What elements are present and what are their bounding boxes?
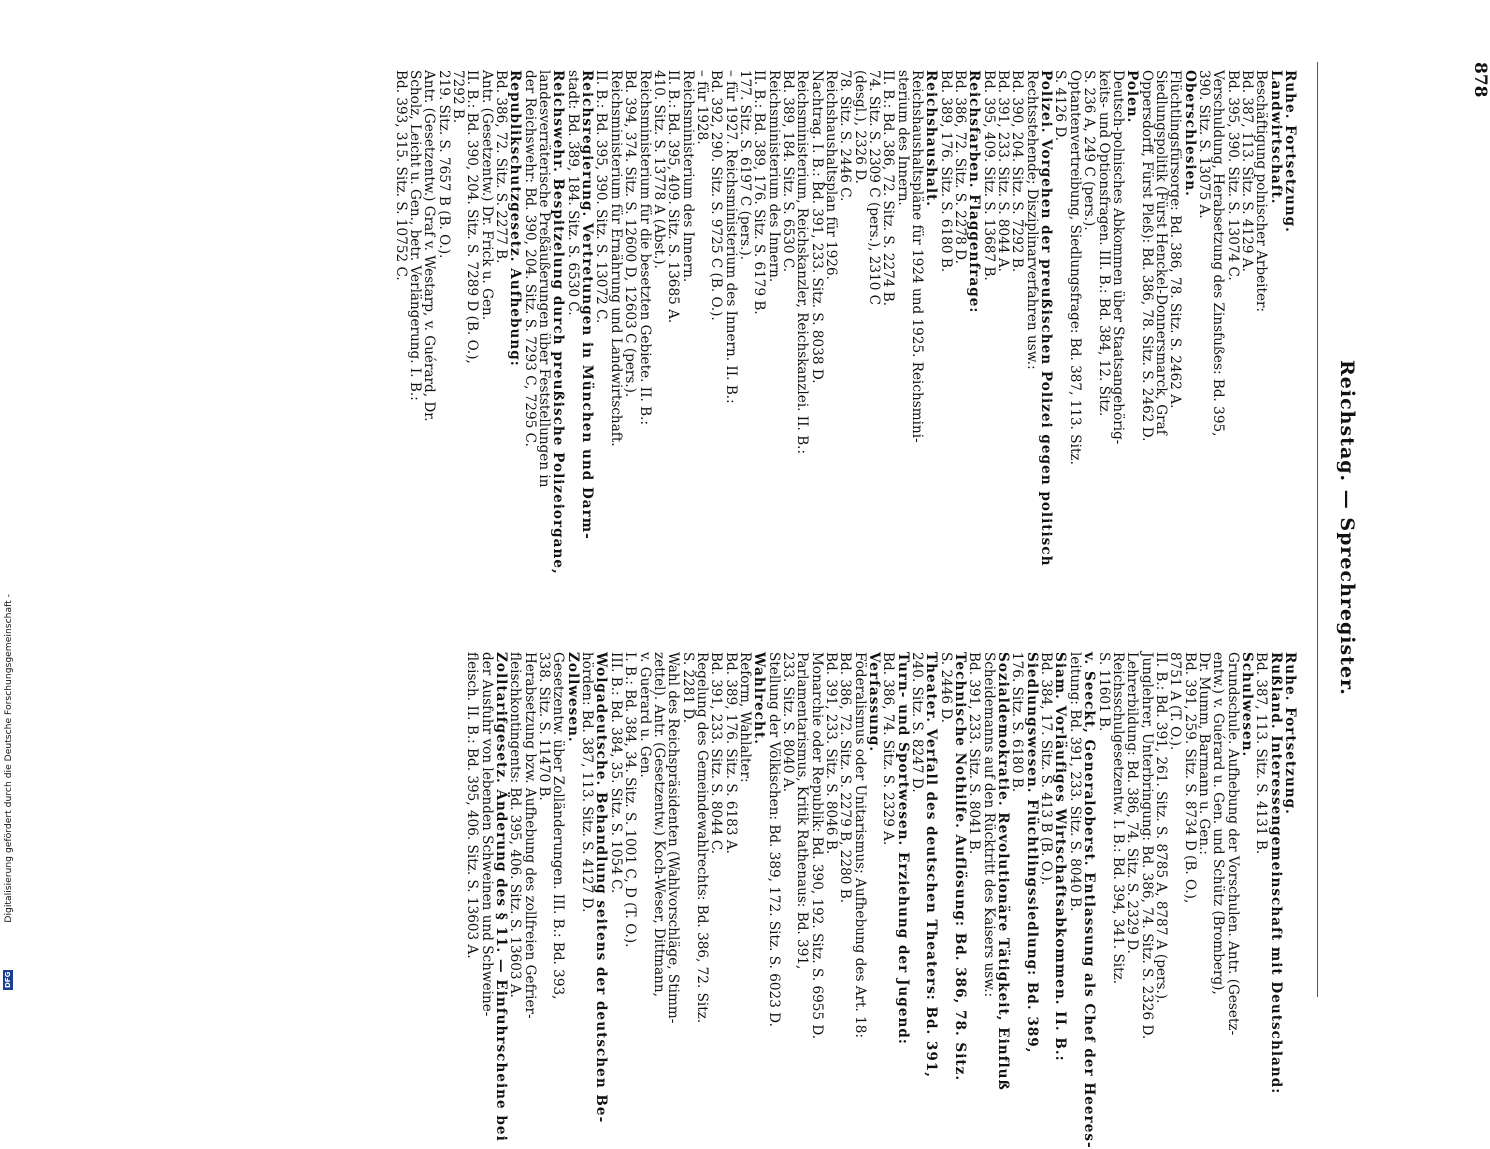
index-entry-line: Bd. 389, 176. Sitz. S. 6183 A. xyxy=(722,652,739,854)
index-entry-line: Polen. xyxy=(1124,70,1141,124)
index-entry-line: II. B.: Bd. 386, 72. Sitz. S. 2274 B. xyxy=(880,70,897,307)
index-entry-line: Stellung der Völkischen: Bd. 389, 172. Sitz. S. 6023 D. xyxy=(765,652,782,1027)
index-entry-line: II. B.: Bd. 389, 176. Sitz. S. 6179 B. xyxy=(751,70,768,315)
index-entry-line: I. B.: Bd. 384, 34. Sitz. S. 1001 C, D (T. O.). xyxy=(622,652,639,948)
index-entry-line: der Ausfuhr von lebenden Schweinen und Schweine- xyxy=(478,652,495,1017)
index-entry-line: 176. Sitz. S. 6180 B. xyxy=(1009,652,1026,793)
index-entry-line: Wolgadeutsche. Behandlung seitens der deutschen Be- xyxy=(593,652,610,1124)
index-entry-line: Grundschule. Aufhebung der Vorschulen. Antr. (Gesetz- xyxy=(1224,652,1241,1036)
index-entry-line: Technische Nothilfe. Auflösung: Bd. 386, 78. Sitz. xyxy=(952,652,969,1082)
index-entry-line: Wahl des Reichspräsidenten (Wahlvorschläge, Stimm- xyxy=(665,652,682,1024)
index-entry-line: Siedlungspolitik (Fürst Henckel-Donnersmarck, Graf xyxy=(1152,70,1169,435)
index-entry-line: keits- und Optionsfragen. III. B.: Bd. 384, 12. Sitz. xyxy=(1095,70,1112,417)
index-entry-line: Polizei. Vorgehen der preußischen Polizei gegen politisch xyxy=(1038,70,1055,567)
index-entry-line: leitung: Bd. 391, 233. Sitz. S. 8040 B. xyxy=(1066,652,1083,912)
index-entry-line: Reichshaushaltspläne für 1924 und 1925. Reichsmini- xyxy=(909,70,926,443)
index-entry-line: Bd. 391, 233. Sitz. S. 8041 B. xyxy=(966,652,983,855)
index-entry-line: Antr. (Gesetzentw.) Dr. Frick u. Gen. xyxy=(478,70,495,321)
index-entry-line: Republikschutzgesetz. Aufhebung: xyxy=(507,70,524,367)
index-entry-line: Turn- und Sportwesen. Erziehung der Jugend: xyxy=(894,652,911,1045)
index-entry-line: 74. Sitz. S. 2309 C (pers.), 2310 C xyxy=(866,70,883,306)
index-entry-line: Reichswehr. Bespitzelung durch preußische Polizeiorgane, xyxy=(550,70,567,575)
index-entry-line: v. Guérard u. Gen. xyxy=(636,652,653,778)
index-entry-line: Deutsch-polnisches Abkommen über Staatsangehörig- xyxy=(1109,70,1126,445)
index-entry-line: Parlamentarismus, Kritik Rathenaus: Bd. 391, xyxy=(794,652,811,970)
index-entry-line: Bd. 391, 259. Sitz. S. 8734 D (B. O.), xyxy=(1181,652,1198,904)
index-entry-line: Bd. 390, 204. Sitz. S. 7292 B. xyxy=(1009,70,1026,273)
index-entry-line: Reichsfarben. Flaggenfrage: xyxy=(966,70,983,314)
index-entry-line: Bd. 386, 74. Sitz. S. 2329 A. xyxy=(880,652,897,846)
index-entry-line: 78. Sitz. S. 2446 C. xyxy=(837,70,854,202)
index-entry-line: II. B.: Bd. 391, 261. Sitz. S. 8785 A, 8787 A (pers.). xyxy=(1152,652,1169,1004)
index-entry-line: Reichsschulgesetzentw. I. B.: Bd. 394, 341. Sitz. xyxy=(1109,652,1126,985)
index-entry-line: Siam. Vorläufiges Wirtschaftsabkommen. II. B.: xyxy=(1052,652,1069,1062)
index-entry-line: 233. Sitz. S. 8040 A. xyxy=(779,652,796,793)
index-entry-line: 390. Sitz. S. 13075 A. xyxy=(1195,70,1212,219)
index-entry-line: S. 2281 D. xyxy=(679,652,696,724)
index-entry-line: Nachtrag. I. B.: Bd. 391, 233. Sitz. S. 8038 D. xyxy=(808,70,825,384)
index-entry-line: Bd. 386, 72. Sitz. S. 2277 B. xyxy=(493,70,510,264)
index-entry-line: 410. Sitz. S. 13778 A (Abst.). xyxy=(650,70,667,269)
index-entry-line: Bd. 389, 184. Sitz. S. 6530 C. xyxy=(779,70,796,273)
index-entry-line: Reichsministerium des Innern. xyxy=(765,70,782,283)
index-entry-line: III. B.: Bd. 384, 35. Sitz. S. 1054 C. xyxy=(607,652,624,894)
index-entry-line: zettel). Antr. (Gesetzentw.) Koch-Weser, Dittmann, xyxy=(650,652,667,997)
dfg-stamp: Digitalisierung gefördert durch die Deutsche Forschungsgemeinschaft - xyxy=(3,594,14,923)
index-entry-line: Bd. 387, 113. Sitz. S. 4131 B. xyxy=(1253,652,1270,855)
index-entry-line: Bd. 391, 233. Sitz. S. 8044 C. xyxy=(708,652,725,855)
index-entry-line: Bd. 395, 390. Sitz. S. 13074 C. xyxy=(1224,70,1241,281)
index-entry-line: Bd. 394, 374. Sitz. S. 12600 D, 12603 C (pers.). xyxy=(622,70,639,398)
index-entry-line: Reichsministerium für die besetzten Gebiete. II. B.: xyxy=(636,70,653,426)
index-entry-line: S. 11601 B. xyxy=(1095,652,1112,732)
index-entry-line: Reform, Wahlalter: xyxy=(736,652,753,783)
index-entry-line: Reichsregierung. Vertretungen in München und Darm- xyxy=(579,70,596,540)
index-entry-line: 7292 B. xyxy=(450,70,467,124)
index-entry-line: Antr. (Gesetzentw.) Graf v. Westarp, v. Guérard, Dr. xyxy=(421,70,438,422)
index-entry-line: sterium des Innern. xyxy=(894,70,911,206)
column-rule xyxy=(1317,62,1318,997)
index-entry-line: 8751 A (T. O.). xyxy=(1167,652,1184,751)
index-entry-line: Verfassung. xyxy=(866,652,883,753)
index-entry-line: Zolltarifgesetz. Änderung des § 11. — Einfuhrscheine bei xyxy=(493,652,510,1142)
index-entry-line: 177. Sitz. S. 6197 C (pers.). xyxy=(736,70,753,261)
index-entry-line: Reichsministerium für Ernährung und Landwirtschaft. xyxy=(607,70,624,447)
right-column xyxy=(465,652,1297,1149)
index-entry-line: S. 4126 D. xyxy=(1052,70,1069,142)
index-entry-line: Reichsministerium des Innern. xyxy=(679,70,696,283)
index-entry-line: Ruhe. Fortsetzung. xyxy=(1282,70,1298,233)
index-entry-line: fleischkontingents: Bd. 395, 406. Sitz. S. 13603 A. xyxy=(507,652,524,998)
index-entry-line: landesverräterische Preßäußerungen über Feststellungen in xyxy=(536,70,553,488)
page-number: 878 xyxy=(1470,62,1490,98)
index-entry-line: Bd. 386, 72. Sitz. S. 2279 B, 2280 B. xyxy=(837,652,854,904)
index-entry-line: Reichsministerium, Reichskanzler, Reichskanzlei. II. B.: xyxy=(794,70,811,455)
index-entry-line: Verschuldung, Herabsetzung des Zinsfußes: Bd. 395, xyxy=(1210,70,1227,437)
index-entry-line: S. 236 A, 249 C (pers.). xyxy=(1081,70,1098,231)
index-entry-line: Oppersdorff, Fürst Pleß): Bd. 386, 78. Sitz. S. 2462 D. xyxy=(1138,70,1155,442)
index-entry-line: Herabsetzung bzw. Aufhebung des zollfreien Gefrier- xyxy=(521,652,538,1019)
index-entry-line: Sozialdemokratie. Revolutionäre Tätigkeit, Einfluß xyxy=(995,652,1012,1091)
index-entry-line: Siedlungswesen. Flüchtlingssiedlung: Bd. 389, xyxy=(1023,652,1040,1054)
index-entry-line: – für 1928. xyxy=(693,70,710,145)
index-entry-line: – für 1927. Reichsministerium des Innern. II. B.: xyxy=(722,70,739,404)
index-entry-line: Bd. 395, 409. Sitz. S. 13687 B. xyxy=(980,70,997,281)
index-entry-line: Wahlrecht. xyxy=(751,652,768,745)
index-entry-line: 338. Sitz. S. 11470 B. xyxy=(536,652,553,801)
index-entry-line: Regelung des Gemeindewahlrechts: Bd. 386, 72. Sitz. xyxy=(693,652,710,1024)
index-entry-line: Bd. 392, 290. Sitz. S. 9725 C (B. O.). xyxy=(708,70,725,321)
index-entry-line: Ruhe. Fortsetzung. xyxy=(1282,652,1298,815)
index-entry-line: entw.) v. Guérard u. Gen. und Schütz (Bromberg), xyxy=(1210,652,1227,995)
index-entry-line: fleisch. II. B.: Bd. 395, 406. Sitz. S. 13603 A. xyxy=(464,652,481,959)
index-entry-line: hörden: Bd. 387, 113. Sitz. S. 4127 D. xyxy=(579,652,596,913)
index-entry-line: Reichshaushalt. xyxy=(923,70,940,208)
index-entry-line: Monarchie oder Republik: Bd. 390, 192. Sitz. S. 6955 D. xyxy=(808,652,825,1040)
index-entry-line: v. Seeckt, Generaloberst. Entlassung als Chef der Heeres- xyxy=(1081,652,1098,1149)
index-entry-line: Föderalismus oder Unitarismus; Aufhebung des Art. 18: xyxy=(851,652,868,1039)
index-entry-line: Optantenvertreibung, Siedlungsfrage: Bd. 387, 113. Sitz. xyxy=(1066,70,1083,465)
index-entry-line: Rußland. Interessengemeinschaft mit Deutschland: xyxy=(1267,652,1284,1095)
left-column xyxy=(393,70,1297,575)
index-entry-line: II. B.: Bd. 395, 409. Sitz. S. 13685 A. xyxy=(665,70,682,324)
index-entry-line: 219. Sitz. S. 7657 B (B. O.). xyxy=(435,70,452,259)
index-entry-line: Scheidemanns auf den Rücktritt des Kaisers usw.: xyxy=(980,652,997,998)
index-entry-line: Theater. Verfall des deutschen Theaters: Bd. 391, xyxy=(923,652,940,1079)
index-entry-line: Rechtsstehende; Disziplinarverfahren usw.: xyxy=(1023,70,1040,370)
index-entry-line: Oberschlesien. xyxy=(1181,70,1198,197)
index-entry-line: Bd. 393, 315. Sitz. S. 10752 C. xyxy=(392,70,409,281)
index-entry-line: Bd. 389, 176. Sitz. S. 6180 B. xyxy=(937,70,954,273)
index-entry-line: Bd. 391, 233. Sitz. S. 8046 B. xyxy=(823,652,839,855)
index-entry-line: Schulwesen. xyxy=(1238,652,1255,758)
index-entry-line: Flüchtlingsfürsorge: Bd. 386, 78. Sitz. S. 2462 A. xyxy=(1167,70,1184,409)
index-entry-line: S. 2446 D. xyxy=(937,652,954,724)
dfg-logo: DFG xyxy=(4,971,12,989)
index-entry-line: II. B.: Bd. 395, 390. Sitz. S. 13072 C. xyxy=(593,70,610,324)
index-entry-line: Bd. 384, 17. Sitz. S. 413 B (B. O.). xyxy=(1038,652,1055,886)
index-entry-line: Reichshaushaltsplan für 1926. xyxy=(823,70,839,280)
index-entry-line: Bd. 387, 113. Sitz. S. 4129 A. xyxy=(1238,70,1255,272)
index-entry-line: Scholz, Leicht u. Gen., betr. Verlängerung. I. B.: xyxy=(407,70,424,401)
index-entry-line: II. B.: Bd. 390, 204. Sitz. S. 7289 D (B. O.), xyxy=(464,70,481,364)
index-entry-line: stadt: Bd. 389, 184. Sitz. S. 6530 C. xyxy=(564,70,581,316)
index-entry-line: Beschäftigung polnischer Arbeiter: xyxy=(1253,70,1270,313)
index-entry-line: Junglehrer, Unterbringung: Bd. 386, 74. Sitz. S. 2326 D. xyxy=(1138,652,1155,1040)
index-entry-line: Gesetzentw. über Zolländerungen. III. B.: Bd. 393, xyxy=(550,652,567,1000)
index-entry-line: Bd. 391, 233. Sitz. S. 8044 A. xyxy=(995,70,1012,272)
index-entry-line: Zollwesen. xyxy=(564,652,581,743)
index-entry-line: Lehrerbildung: Bd. 386, 74. Sitz. S. 2329 D. xyxy=(1124,652,1141,954)
index-entry-line: Landwirtschaft. xyxy=(1267,70,1284,205)
index-entry-line: 240. Sitz. S. 8247 D. xyxy=(909,652,926,793)
index-entry-line: (desgl.), 2326 D. xyxy=(851,70,868,184)
running-head: Reichstag. — Sprechregister. xyxy=(1336,360,1358,696)
index-entry-line: der Reichswehr: Bd. 390, 204. Sitz. S. 7293 C, 7295 C. xyxy=(521,70,538,447)
index-entry-line: Dr. Mumm, Barmann u. Gen.: xyxy=(1195,652,1212,856)
index-entry-line: Bd. 386, 72. Sitz. S. 2278 D. xyxy=(952,70,969,264)
